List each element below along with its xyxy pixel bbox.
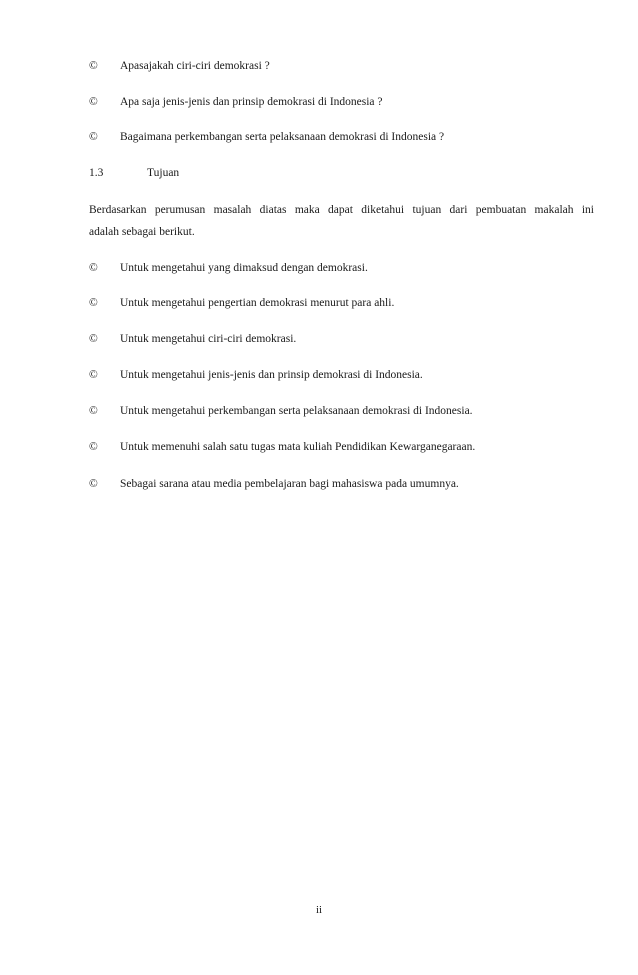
goal-text: Untuk mengetahui pengertian demokrasi menurut para ahli. xyxy=(120,297,395,309)
goal-text: Untuk mengetahui yang dimaksud dengan demokrasi. xyxy=(120,262,368,274)
copyright-bullet: © xyxy=(89,297,98,309)
goal-text: Untuk mengetahui jenis-jenis dan prinsip demokrasi di Indonesia. xyxy=(120,369,423,381)
page-number: ii xyxy=(315,904,323,916)
goal-text: Untuk mengetahui perkembangan serta pelaksanaan demokrasi di Indonesia. xyxy=(120,405,473,417)
goal-text: Untuk mengetahui ciri-ciri demokrasi. xyxy=(120,333,297,345)
problem-text: Apa saja jenis-jenis dan prinsip demokrasi di Indonesia ? xyxy=(120,96,383,108)
problem-text: Bagaimana perkembangan serta pelaksanaan demokrasi di Indonesia ? xyxy=(120,131,445,143)
goal-text: Sebagai sarana atau media pembelajaran bagi mahasiswa pada umumnya. xyxy=(120,478,459,490)
copyright-bullet: © xyxy=(89,262,98,274)
copyright-bullet: © xyxy=(89,405,98,417)
problem-text: Apasajakah ciri-ciri demokrasi ? xyxy=(120,60,270,72)
section-number: 1.3 xyxy=(89,167,104,179)
section-title: Tujuan xyxy=(147,167,180,179)
intro-line-2: adalah sebagai berikut. xyxy=(89,226,195,238)
copyright-bullet: © xyxy=(89,478,98,490)
copyright-bullet: © xyxy=(89,333,98,345)
copyright-bullet: © xyxy=(89,441,98,453)
copyright-bullet: © xyxy=(89,60,98,72)
goal-text: Untuk memenuhi salah satu tugas mata kuliah Pendidikan Kewarganegaraan. xyxy=(120,441,476,453)
copyright-bullet: © xyxy=(89,96,98,108)
intro-line-1: Berdasarkan perumusan masalah diatas maka dapat diketahui tujuan dari pembuatan makalah ini xyxy=(89,204,594,216)
copyright-bullet: © xyxy=(89,369,98,381)
intro-paragraph xyxy=(89,199,594,243)
copyright-bullet: © xyxy=(89,131,98,143)
